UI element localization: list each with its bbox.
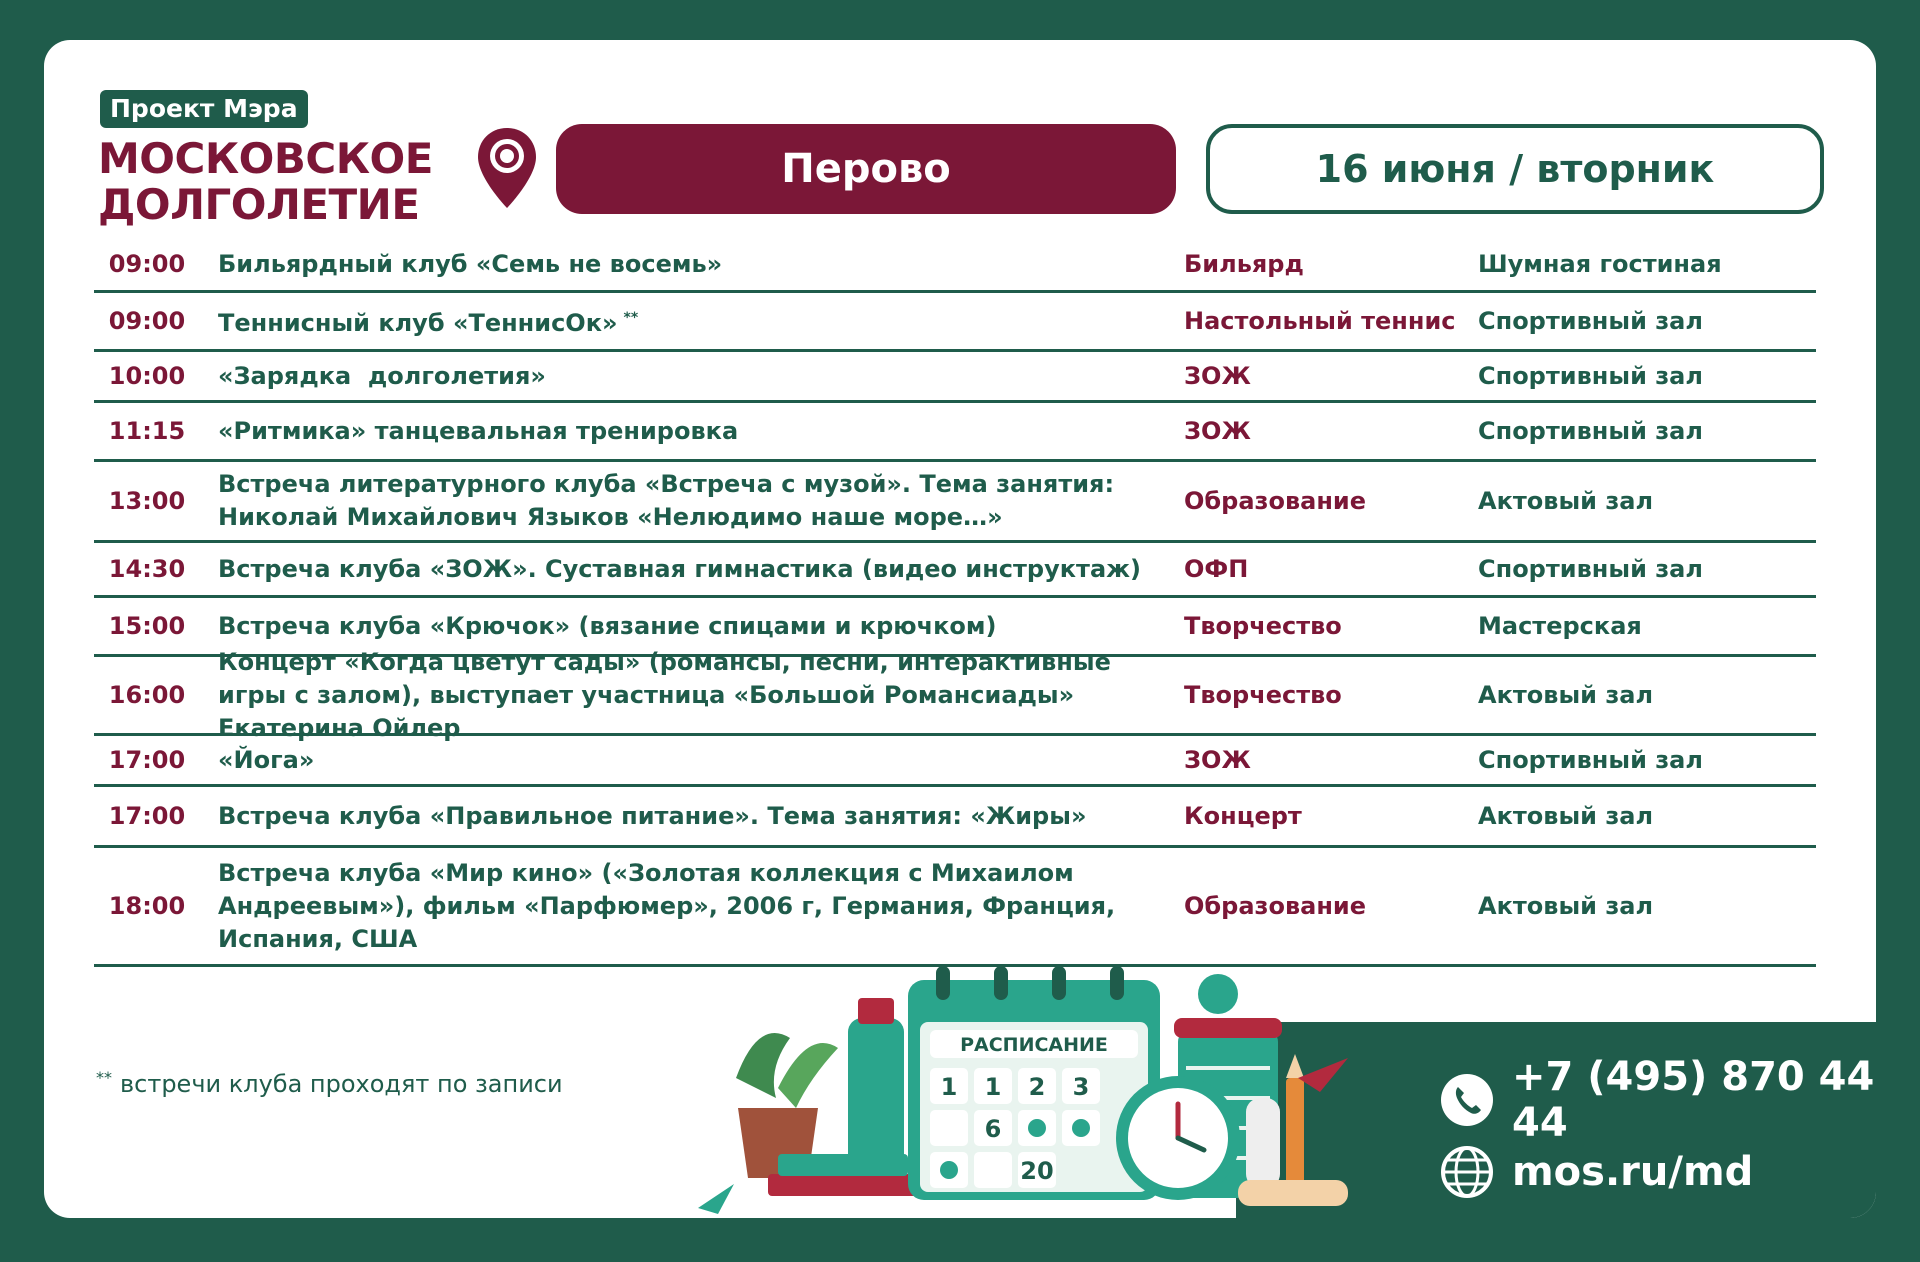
table-row <box>94 403 1816 462</box>
event-title: Теннисный клуб «ТеннисОк» <box>218 309 618 337</box>
event-title: Встреча клуба «Правильное питание». Тема занятия: «Жиры» <box>218 801 1087 830</box>
event-place: Актовый зал <box>1478 486 1654 515</box>
table-row <box>94 293 1816 352</box>
event-category: Концерт <box>1184 801 1302 830</box>
event-title: «Ритмика» танцевальная тренировка <box>218 416 739 445</box>
phone-icon <box>1440 1073 1494 1127</box>
logo-line-2: ДОЛГОЛЕТИЕ <box>98 180 420 229</box>
calendar-day: 6 <box>984 1115 1002 1143</box>
event-place: Актовый зал <box>1478 891 1654 920</box>
schedule-table <box>94 238 1816 967</box>
table-row <box>94 238 1816 293</box>
event-category: Бильярд <box>1184 249 1304 278</box>
event-category: Образование <box>1184 486 1367 515</box>
event-category: ОФП <box>1184 554 1249 583</box>
table-row <box>94 462 1816 543</box>
logo-line-1: МОСКОВСКОЕ <box>98 134 433 183</box>
event-place: Спортивный зал <box>1478 361 1703 390</box>
event-title: Концерт «Когда цветут сады» (романсы, песни, интерактивные игры с залом), выступает участница «Большой Романсиады» Екатерина Ойлер <box>218 647 1111 742</box>
event-time: 10:00 <box>108 361 186 390</box>
registration-mark: ** <box>623 310 639 326</box>
event-title: Встреча клуба «Крючок» (вязание спицами и крючком) <box>218 611 997 640</box>
calendar-label: РАСПИСАНИЕ <box>960 1034 1108 1056</box>
event-place: Спортивный зал <box>1478 416 1703 445</box>
table-row <box>94 848 1816 967</box>
website-link[interactable]: mos.ru/md <box>1512 1149 1754 1195</box>
mayor-project-badge: Проект Мэра <box>100 90 308 128</box>
table-row <box>94 787 1816 848</box>
event-time: 09:00 <box>108 249 186 278</box>
schedule-illustration <box>698 958 1378 1218</box>
phone-contact <box>1440 1054 1876 1146</box>
event-title: Встреча клуба «Мир кино» («Золотая коллекция с Михаилом Андреевым»), фильм «Парфюмер», 2006 г, Германия, Франция, Испания, США <box>218 858 1116 953</box>
event-time: 14:30 <box>108 554 186 583</box>
table-row <box>94 352 1816 403</box>
event-place: Мастерская <box>1478 611 1642 640</box>
event-title-cell <box>200 302 1170 340</box>
website-contact <box>1440 1142 1876 1202</box>
event-time: 13:00 <box>108 486 186 515</box>
district-banner: Перово <box>556 124 1176 214</box>
calendar-day: 1 <box>940 1073 958 1101</box>
logo <box>98 136 433 228</box>
event-category: Настольный теннис <box>1184 306 1456 335</box>
event-category: Творчество <box>1184 611 1342 640</box>
event-time: 17:00 <box>108 801 186 830</box>
event-title: Встреча литературного клуба «Встреча с музой». Тема занятия: Николай Михайлович Языков «Нелюдимо наше море…» <box>218 470 1115 531</box>
footnote-mark: ** <box>96 1068 112 1087</box>
event-place: Шумная гостиная <box>1478 249 1722 278</box>
table-row <box>94 736 1816 787</box>
location-pin-icon <box>476 126 538 210</box>
event-category: ЗОЖ <box>1184 416 1251 445</box>
event-place: Актовый зал <box>1478 680 1654 709</box>
event-time: 16:00 <box>108 680 186 709</box>
event-category: ЗОЖ <box>1184 361 1251 390</box>
event-title: «Зарядка долголетия» <box>218 361 546 390</box>
event-place: Спортивный зал <box>1478 554 1703 583</box>
event-time: 09:00 <box>108 306 186 335</box>
event-title: Встреча клуба «ЗОЖ». Суставная гимнастика (видео инструктаж) <box>218 554 1141 583</box>
event-category: Образование <box>1184 891 1367 920</box>
event-title: «Йога» <box>218 745 315 774</box>
globe-icon <box>1440 1145 1494 1199</box>
event-category: Творчество <box>1184 680 1342 709</box>
date-banner: 16 июня / вторник <box>1206 124 1824 214</box>
registration-footnote <box>96 1068 563 1098</box>
footnote-text: встречи клуба проходят по записи <box>120 1070 563 1098</box>
calendar-day: 20 <box>1020 1157 1054 1185</box>
event-place: Актовый зал <box>1478 801 1654 830</box>
phone-number[interactable]: +7 (495) 870 44 44 <box>1512 1054 1875 1146</box>
calendar-day: 3 <box>1072 1073 1090 1101</box>
event-time: 15:00 <box>108 611 186 640</box>
event-time: 11:15 <box>108 416 186 445</box>
table-row <box>94 543 1816 598</box>
contacts <box>1440 1054 1876 1214</box>
calendar-day: 2 <box>1028 1073 1046 1101</box>
table-row <box>94 647 1816 742</box>
event-title: Бильярдный клуб «Семь не восемь» <box>218 249 723 278</box>
event-place: Спортивный зал <box>1478 745 1703 774</box>
event-place: Спортивный зал <box>1478 306 1703 335</box>
calendar-day: 1 <box>984 1073 1002 1101</box>
event-time: 18:00 <box>108 891 186 920</box>
event-time: 17:00 <box>108 745 186 774</box>
event-category: ЗОЖ <box>1184 745 1251 774</box>
schedule-card <box>44 40 1876 1218</box>
